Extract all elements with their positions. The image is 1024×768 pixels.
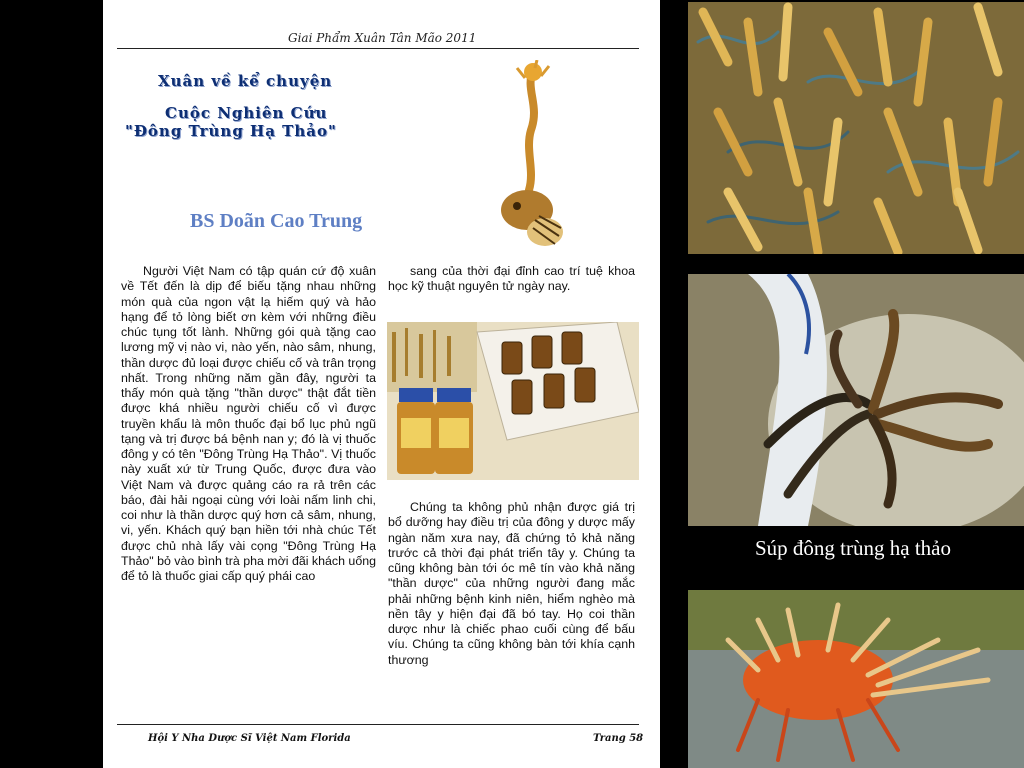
article-column-2-bottom: Chúng ta không phủ nhận được giá trị bổ dưỡng hay điều trị của đông y dược mấy ngàn năm xưa nay, đã chứng tỏ khả năng trước cả thời đại phát triển tây y. Chúng ta cũng không bàn tới óc mê tín vào khả năng "thần dược" của những người đang mắc phải những bệnh kinh niên, hiểm nghèo mà nền tây y hiện đại đã bó tay. Họ coi thần dược như là chiếc phao cuối cùng để bấu víu. Chúng ta cũng không bàn tới khía cạnh thương [388,500,635,667]
soup-caption: Súp đông trùng hạ thảo [755,536,951,560]
article-column-2-top: sang của thời đại đỉnh cao trí tuệ khoa học kỹ thuật nguyên tử ngày nay. [388,264,635,294]
article-column-1: Người Việt Nam có tập quán cứ độ xuân về Tết đến là dịp để biếu tặng nhau những món quà của ngon vật lạ hiếm quý và hảo hạng để tỏ lòng biết ơn kèm với những điều chúc tụng tốt lành. Những gói quà tặng cao lương mỹ vị nào vi, nào yến, nào sâm, nhung, thần dược đủ loại được chiếu cố và trân trọng nhất. Trong những năm gần đây, người ta thấy món quà tặng "thần dược" thật đắt tiền được khá nhiều người chiếu cố vì được truyền khẩu là môn thuốc đại bổ lục phủ ngũ tạng và trị được bá bệnh nan y; đó là vị thuốc đông y có tên "Đông Trùng Hạ Thảo". Vị thuốc này xuất xứ từ Trung Quốc, được đưa vào Việt Nam và được quảng cáo ra rả trên các báo, đài hải ngoại cùng với loài nấm linh chi, coi như là thần dược quý hơn cả sâm, nhung, vi, yến. Khách quý bạn hiền tới nhà chúc Tết được chủ nhà lấy vài cọng "Đông Trùng Hạ Thảo" bỏ vào bình trà pha mời đãi khách uống để tỏ là thuốc giai cấp quý phái cao [121,264,376,583]
title-line-2: Cuộc Nghiên Cứu [165,104,328,122]
title-line-3: "Đông Trùng Hạ Thảo" [125,122,337,140]
magazine-page [103,0,660,768]
page-header: Giai Phẩm Xuân Tân Mão 2011 [288,31,477,45]
footer-organization: Hội Y Nha Dược Sĩ Việt Nam Florida [148,733,351,744]
title-line-1: Xuân về kể chuyện [158,72,333,90]
fresh-cordyceps-photo [688,590,1024,768]
dried-cordyceps-photo [688,2,1024,254]
product-photo [387,322,639,480]
cordyceps-illustration [495,60,570,250]
footer-page-number: Trang 58 [593,733,644,744]
author-name: BS Doãn Cao Trung [190,210,363,232]
footer-rule [117,724,639,725]
soup-photo [688,274,1024,526]
header-rule [117,48,639,49]
